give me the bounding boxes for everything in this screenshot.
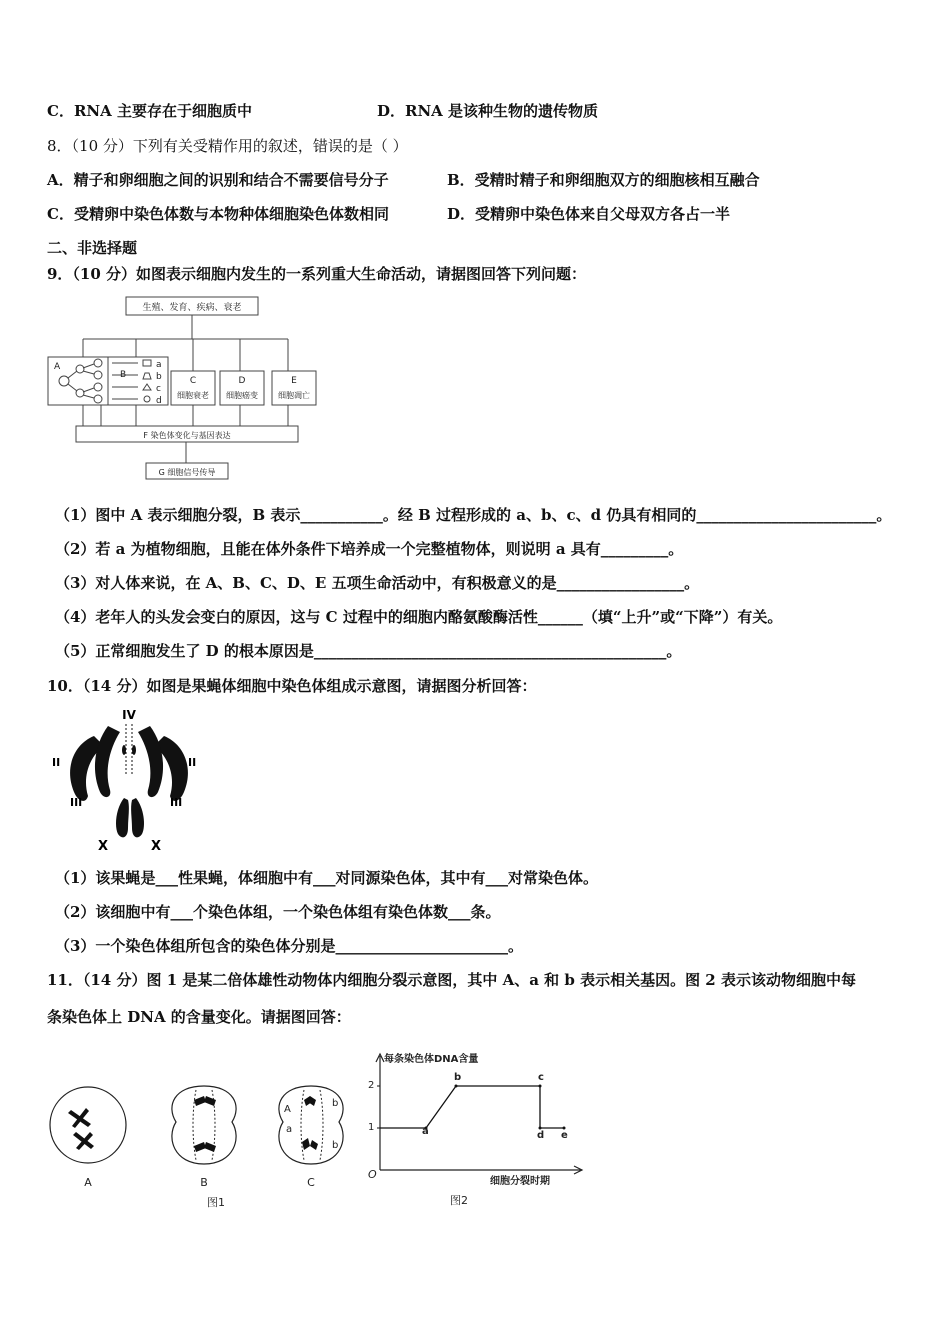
q8-option-b: B．受精时精子和卵细胞双方的细胞核相互融合: [447, 171, 760, 189]
q9-part-1: （1）图中 A 表示细胞分裂，B 表示___________。经 B 过程形成的 a、b、c、d 仍具有相同的________________________。: [55, 506, 892, 524]
fig2-ytick-2: 2: [368, 1080, 375, 1091]
data-point-c: [539, 1085, 542, 1088]
q8-option-c: C．受精卵中染色体数与本物种体细胞染色体数相同: [47, 205, 389, 223]
q10-part-3: （3）一个染色体组所包含的染色体分别是_______________________。: [55, 937, 523, 955]
fig1-gene-b-top: b: [332, 1098, 339, 1109]
q9-sub-a: a: [156, 360, 162, 370]
fig1-label-b: B: [200, 1176, 208, 1189]
section-heading: 二、非选择题: [47, 239, 138, 257]
q10-label-x-right: X: [151, 839, 162, 854]
q9-part-4: （4）老年人的头发会变白的原因，这与 C 过程中的细胞内酪氨酸酶活性______（填“上升”或“下降”）有关。: [55, 608, 783, 626]
q9-g-label: G 细胞信号传导: [158, 468, 216, 477]
q10-label-iv: IV: [122, 708, 136, 722]
fig1-gene-a: a: [286, 1124, 293, 1135]
q10-stem: 10．（14 分）如图是果蝇体细胞中染色体组成示意图，请据图分析回答：: [47, 677, 537, 695]
dna-content-series-line: [380, 1086, 564, 1128]
q10-label-x-left: X: [98, 839, 109, 854]
q9-c-letter: C: [189, 376, 197, 386]
fig1-gene-b-bottom: b: [332, 1140, 339, 1151]
fig2-point-b: b: [454, 1072, 462, 1083]
q8-stem: 8．（10 分）下列有关受精作用的叙述，错误的是（ ）: [47, 137, 408, 155]
fig2-point-e: e: [561, 1130, 568, 1141]
q10-label-iii-right: III: [170, 796, 183, 809]
fig1-label-c: C: [307, 1176, 315, 1189]
q10-part-2: （2）该细胞中有___个染色体组，一个染色体组有染色体数___条。: [55, 903, 501, 921]
fig2-origin: O: [368, 1168, 377, 1181]
q9-stem: 9．（10 分）如图表示细胞内发生的一系列重大生命活动，请据图回答下列问题：: [47, 265, 587, 283]
fig2-ylabel: 每条染色体DNA含量: [384, 1054, 479, 1065]
fig2-point-a: a: [422, 1126, 429, 1137]
q9-part-2: （2）若 a 为植物细胞，且能在体外条件下培养成一个完整植物体，则说明 a 具有_________。: [55, 540, 684, 558]
q9-f-label: F 染色体变化与基因表达: [143, 431, 231, 440]
q8-option-a: A．精子和卵细胞之间的识别和结合不需要信号分子: [47, 171, 389, 189]
q9-d-text: 细胞癌变: [226, 391, 258, 400]
q11-stem-line1: 11．（14 分）图 1 是某二倍体雄性动物体内细胞分裂示意图，其中 A、a 和 b 表示相关基因。图 2 表示该动物细胞中每: [47, 971, 856, 989]
q10-label-ii-left: II: [52, 756, 61, 769]
q9-label-a: A: [54, 362, 61, 372]
q9-part-3: （3）对人体来说，在 A、B、C、D、E 五项生命活动中，有积极意义的是_________________。: [55, 574, 700, 592]
q11-figure1: [46, 1060, 366, 1220]
q9-sub-b: b: [156, 372, 162, 382]
fig2-point-c: c: [538, 1072, 544, 1083]
q7-option-c: C．RNA 主要存在于细胞质中: [47, 102, 252, 120]
q11-figure2-chart: [360, 1048, 590, 1218]
data-point-b: [455, 1085, 458, 1088]
fig1-label-a: A: [84, 1176, 92, 1189]
q9-top-label: 生殖、发育、疾病、衰老: [142, 303, 242, 313]
q10-label-iii-left: III: [70, 796, 83, 809]
q9-d-letter: D: [238, 376, 246, 386]
fig2-xlabel: 细胞分裂时期: [490, 1176, 550, 1187]
q9-c-text: 细胞衰老: [177, 391, 209, 400]
q10-karyotype-figure: [46, 706, 216, 856]
q9-sub-d: d: [156, 396, 162, 406]
q9-part-5: （5）正常细胞发生了 D 的根本原因是_______________________________________________。: [55, 642, 682, 660]
fig2-ytick-1: 1: [368, 1122, 375, 1133]
q10-label-ii-right: II: [188, 756, 197, 769]
fig1-caption: 图1: [207, 1196, 225, 1209]
q10-part-1: （1）该果蝇是___性果蝇，体细胞中有___对同源染色体，其中有___对常染色体。: [55, 869, 598, 887]
q9-label-b: B: [120, 370, 127, 380]
q8-option-d: D．受精卵中染色体来自父母双方各占一半: [447, 205, 731, 223]
q11-stem-line2: 条染色体上 DNA 的含量变化。请据图回答：: [47, 1008, 351, 1026]
q9-e-text: 细胞凋亡: [278, 391, 310, 400]
q9-e-letter: E: [291, 376, 297, 386]
q9-sub-c: c: [156, 384, 161, 394]
q9-figure: [46, 295, 310, 485]
fig2-caption: 图2: [450, 1194, 468, 1207]
fig1-gene-A: A: [284, 1104, 291, 1115]
q7-option-d: D．RNA 是该种生物的遗传物质: [377, 102, 599, 120]
fig2-point-d: d: [537, 1130, 545, 1141]
